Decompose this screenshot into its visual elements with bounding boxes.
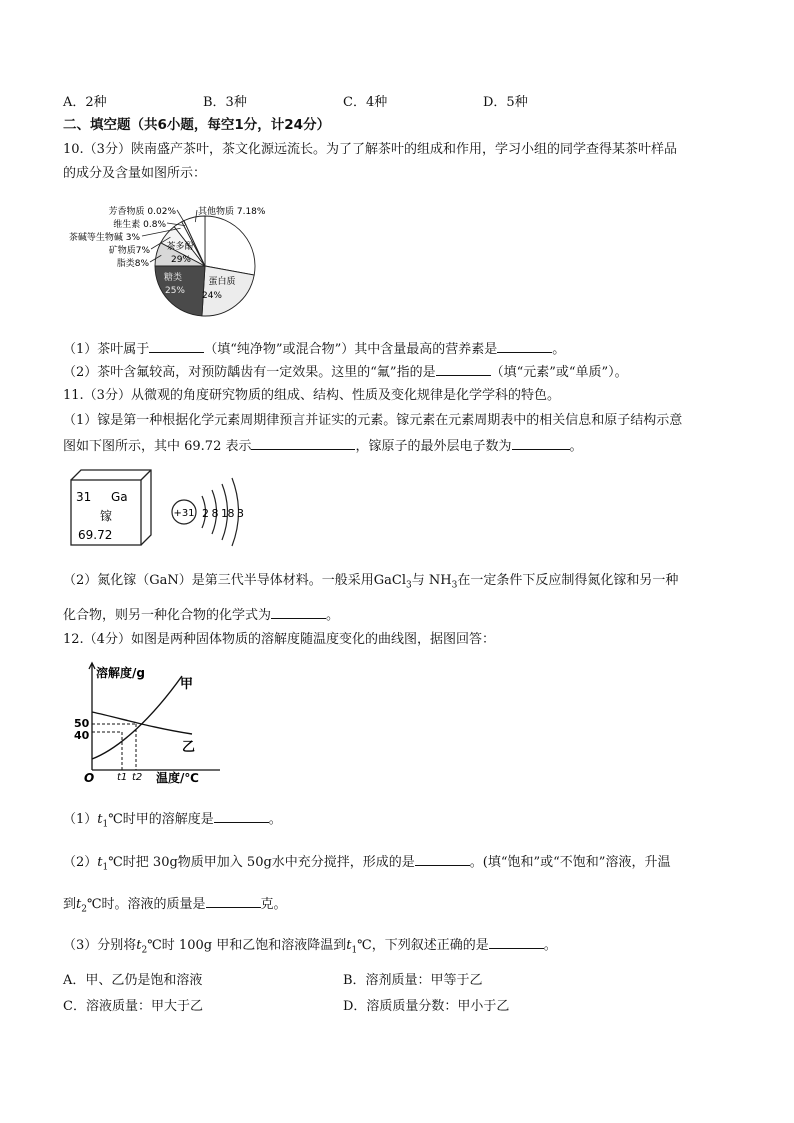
q12-p3b: ℃时 100g 甲和乙饱和溶液降温到 <box>147 938 347 953</box>
t-sub-2: 2 <box>81 904 87 915</box>
q12-option-d: D．溶质质量分数：甲小于乙 <box>343 999 510 1014</box>
q11-part2-l1b: 与 NH <box>411 573 452 588</box>
curve-a-label: 甲 <box>180 677 194 692</box>
q12-option-c: C．溶液质量：甲大于乙 <box>63 999 203 1014</box>
graph-ylabel: 溶解度/g <box>96 666 145 680</box>
element-symbol: Ga <box>111 490 128 504</box>
t-symbol: t <box>136 938 142 953</box>
q12-intro: 12.（4分）如图是两种固体物质的溶解度随温度变化的曲线图，据图回答： <box>63 632 495 647</box>
q10-intro-2: 的成分及含量如图所示： <box>63 166 207 181</box>
q12-p1a: （1） <box>63 812 98 827</box>
q11-part2-l2b: 。 <box>326 608 340 623</box>
pie-slice-0 <box>205 216 255 275</box>
element-number: 31 <box>76 490 92 504</box>
q12-p3d: 。 <box>543 938 557 953</box>
q12-p2d: 到 <box>63 897 77 912</box>
q12-part3 <box>63 936 557 960</box>
t-symbol: t <box>346 938 352 953</box>
option-b: B．3种 <box>203 95 247 110</box>
q12-part2-cont <box>63 895 287 919</box>
pie-label-aroma: 芳香物质 0.02% <box>108 207 176 217</box>
q12-p1b: ℃时甲的溶解度是 <box>108 812 214 827</box>
gallium-diagram <box>66 468 256 554</box>
q11-blank-3[interactable] <box>271 606 326 619</box>
graph-xtick-t2: t2 <box>132 772 143 783</box>
q12-p1c: 。 <box>268 812 282 827</box>
q12-option-b: B．溶剂质量：甲等于乙 <box>343 973 483 988</box>
q11-part1-l2 <box>63 437 583 456</box>
graph-origin: O <box>84 771 95 785</box>
option-c: C．4种 <box>343 95 388 110</box>
pie-label-sugar: 糖类 <box>163 273 183 283</box>
q10-part1-c: 。 <box>552 342 566 357</box>
pie-label-alkaloid: 茶碱等生物碱 3% <box>68 233 140 243</box>
q12-p3a: （3）分别将 <box>63 938 137 953</box>
pie-label-sugar-pct: 25% <box>164 286 186 296</box>
q12-option-a: A．甲、乙仍是饱和溶液 <box>63 973 203 988</box>
q11-part2-l2a: 化合物，则另一种化合物的化学式为 <box>63 608 272 623</box>
pie-label-protein: 蛋白质 <box>208 277 236 287</box>
q11-sub-1: 3 <box>406 580 412 591</box>
curve-b-label: 乙 <box>182 740 196 755</box>
q12-p3c: ℃，下列叙述正确的是 <box>357 938 489 953</box>
element-mass: 69.72 <box>78 528 113 542</box>
q12-p2b: ℃时把 30g物质甲加入 50g水中充分搅拌，形成的是 <box>108 855 415 870</box>
q11-part1-l2b: ，镓原子的最外层电子数为 <box>355 439 512 454</box>
t-sub-1: 1 <box>102 862 109 873</box>
q11-part1-l2c: 。 <box>569 439 583 454</box>
q11-part1-l1: （1）镓是第一种根据化学元素周期律预言并证实的元素。镓元素在元素周期表中的相关信息和原子结构示意 <box>63 413 683 428</box>
q11-part2-l2 <box>63 606 339 625</box>
element-name: 镓 <box>99 509 113 523</box>
graph-xlabel: 温度/℃ <box>156 771 199 785</box>
t-symbol: t <box>97 855 103 870</box>
curve-a <box>92 676 182 759</box>
option-d: D．5种 <box>483 95 528 110</box>
q10-part2-b: （填“元素”或“单质”）。 <box>490 365 628 380</box>
pie-label-protein-pct: 24% <box>201 291 223 301</box>
q12-blank-3[interactable] <box>206 895 261 908</box>
t-sub-1: 1 <box>351 945 358 956</box>
q11-part2-l1 <box>63 572 678 595</box>
q12-blank-1[interactable] <box>214 810 269 823</box>
q12-p2f: 克。 <box>260 897 287 912</box>
pie-label-fat: 脂类8% <box>116 259 149 269</box>
q12-p2a: （2） <box>63 855 98 870</box>
q12-part2 <box>63 853 670 877</box>
q12-blank-2[interactable] <box>415 853 470 866</box>
q11-part2-l1a: （2）氮化镓（GaN）是第三代半导体材料。一般采用GaCl <box>63 573 407 588</box>
q11-part2-l1c: 在一定条件下反应制得氮化镓和另一种 <box>457 573 679 588</box>
q10-part1 <box>63 340 565 359</box>
pie-label-other: 其他物质 7.18% <box>198 207 266 217</box>
section-heading: 二、填空题（共6小题，每空1分，计24分） <box>63 117 331 133</box>
q10-part1-b: （填“纯净物”或混合物”）其中含量最高的营养素是 <box>204 342 498 357</box>
q10-blank-2[interactable] <box>497 340 552 353</box>
solubility-graph <box>60 658 230 786</box>
pie-label-vitamin: 维生素 0.8% <box>113 220 166 230</box>
t-symbol: t <box>76 897 82 912</box>
q10-part2-a: （2）茶叶含氟较高，对预防龋齿有一定效果。这里的“氟”指的是 <box>63 365 436 380</box>
q11-blank-2[interactable] <box>512 437 570 450</box>
q12-part1 <box>63 810 282 834</box>
graph-xtick-t1: t1 <box>117 772 128 783</box>
q11-sub-2: 3 <box>451 580 458 591</box>
q10-blank-3[interactable] <box>436 363 491 376</box>
t-symbol: t <box>97 812 103 827</box>
q11-intro: 11.（3分）从微观的角度研究物质的组成、结构、性质及变化规律是化学学科的特色。 <box>63 388 560 403</box>
q12-blank-4[interactable] <box>489 936 544 949</box>
q10-part2 <box>63 363 628 382</box>
q12-p2c: 。(填“饱和”或“不饱和”溶液，升温 <box>469 855 671 870</box>
q12-p2e: ℃时。溶液的质量是 <box>86 897 206 912</box>
t-sub-1: 1 <box>102 819 109 830</box>
atom-nucleus: +31 <box>173 508 195 519</box>
pie-label-tea-poly: 茶多酚 <box>166 242 194 252</box>
q10-intro-1: 10.（3分）陕南盛产茶叶，茶文化源远流长。为了了解茶叶的组成和作用，学习小组的同学查得某茶叶样品 <box>63 142 677 157</box>
q11-blank-1[interactable] <box>251 437 355 450</box>
pie-slices <box>155 216 255 316</box>
option-a: A．2种 <box>63 95 107 110</box>
q11-part1-l2a: 图如下图所示，其中 69.72 表示 <box>63 439 252 454</box>
pie-chart <box>60 196 280 320</box>
pie-label-mineral: 矿物质7% <box>108 246 150 256</box>
graph-ytick-40: 40 <box>74 729 90 742</box>
atom-shells: 2 8 18 3 <box>202 507 244 520</box>
t-sub-2: 2 <box>141 945 148 956</box>
graph-ytick-50: 50 <box>74 717 90 730</box>
q10-part1-a: （1）茶叶属于 <box>63 342 150 357</box>
q10-blank-1[interactable] <box>149 340 204 353</box>
pie-label-tea-poly-pct: 29% <box>170 255 192 265</box>
